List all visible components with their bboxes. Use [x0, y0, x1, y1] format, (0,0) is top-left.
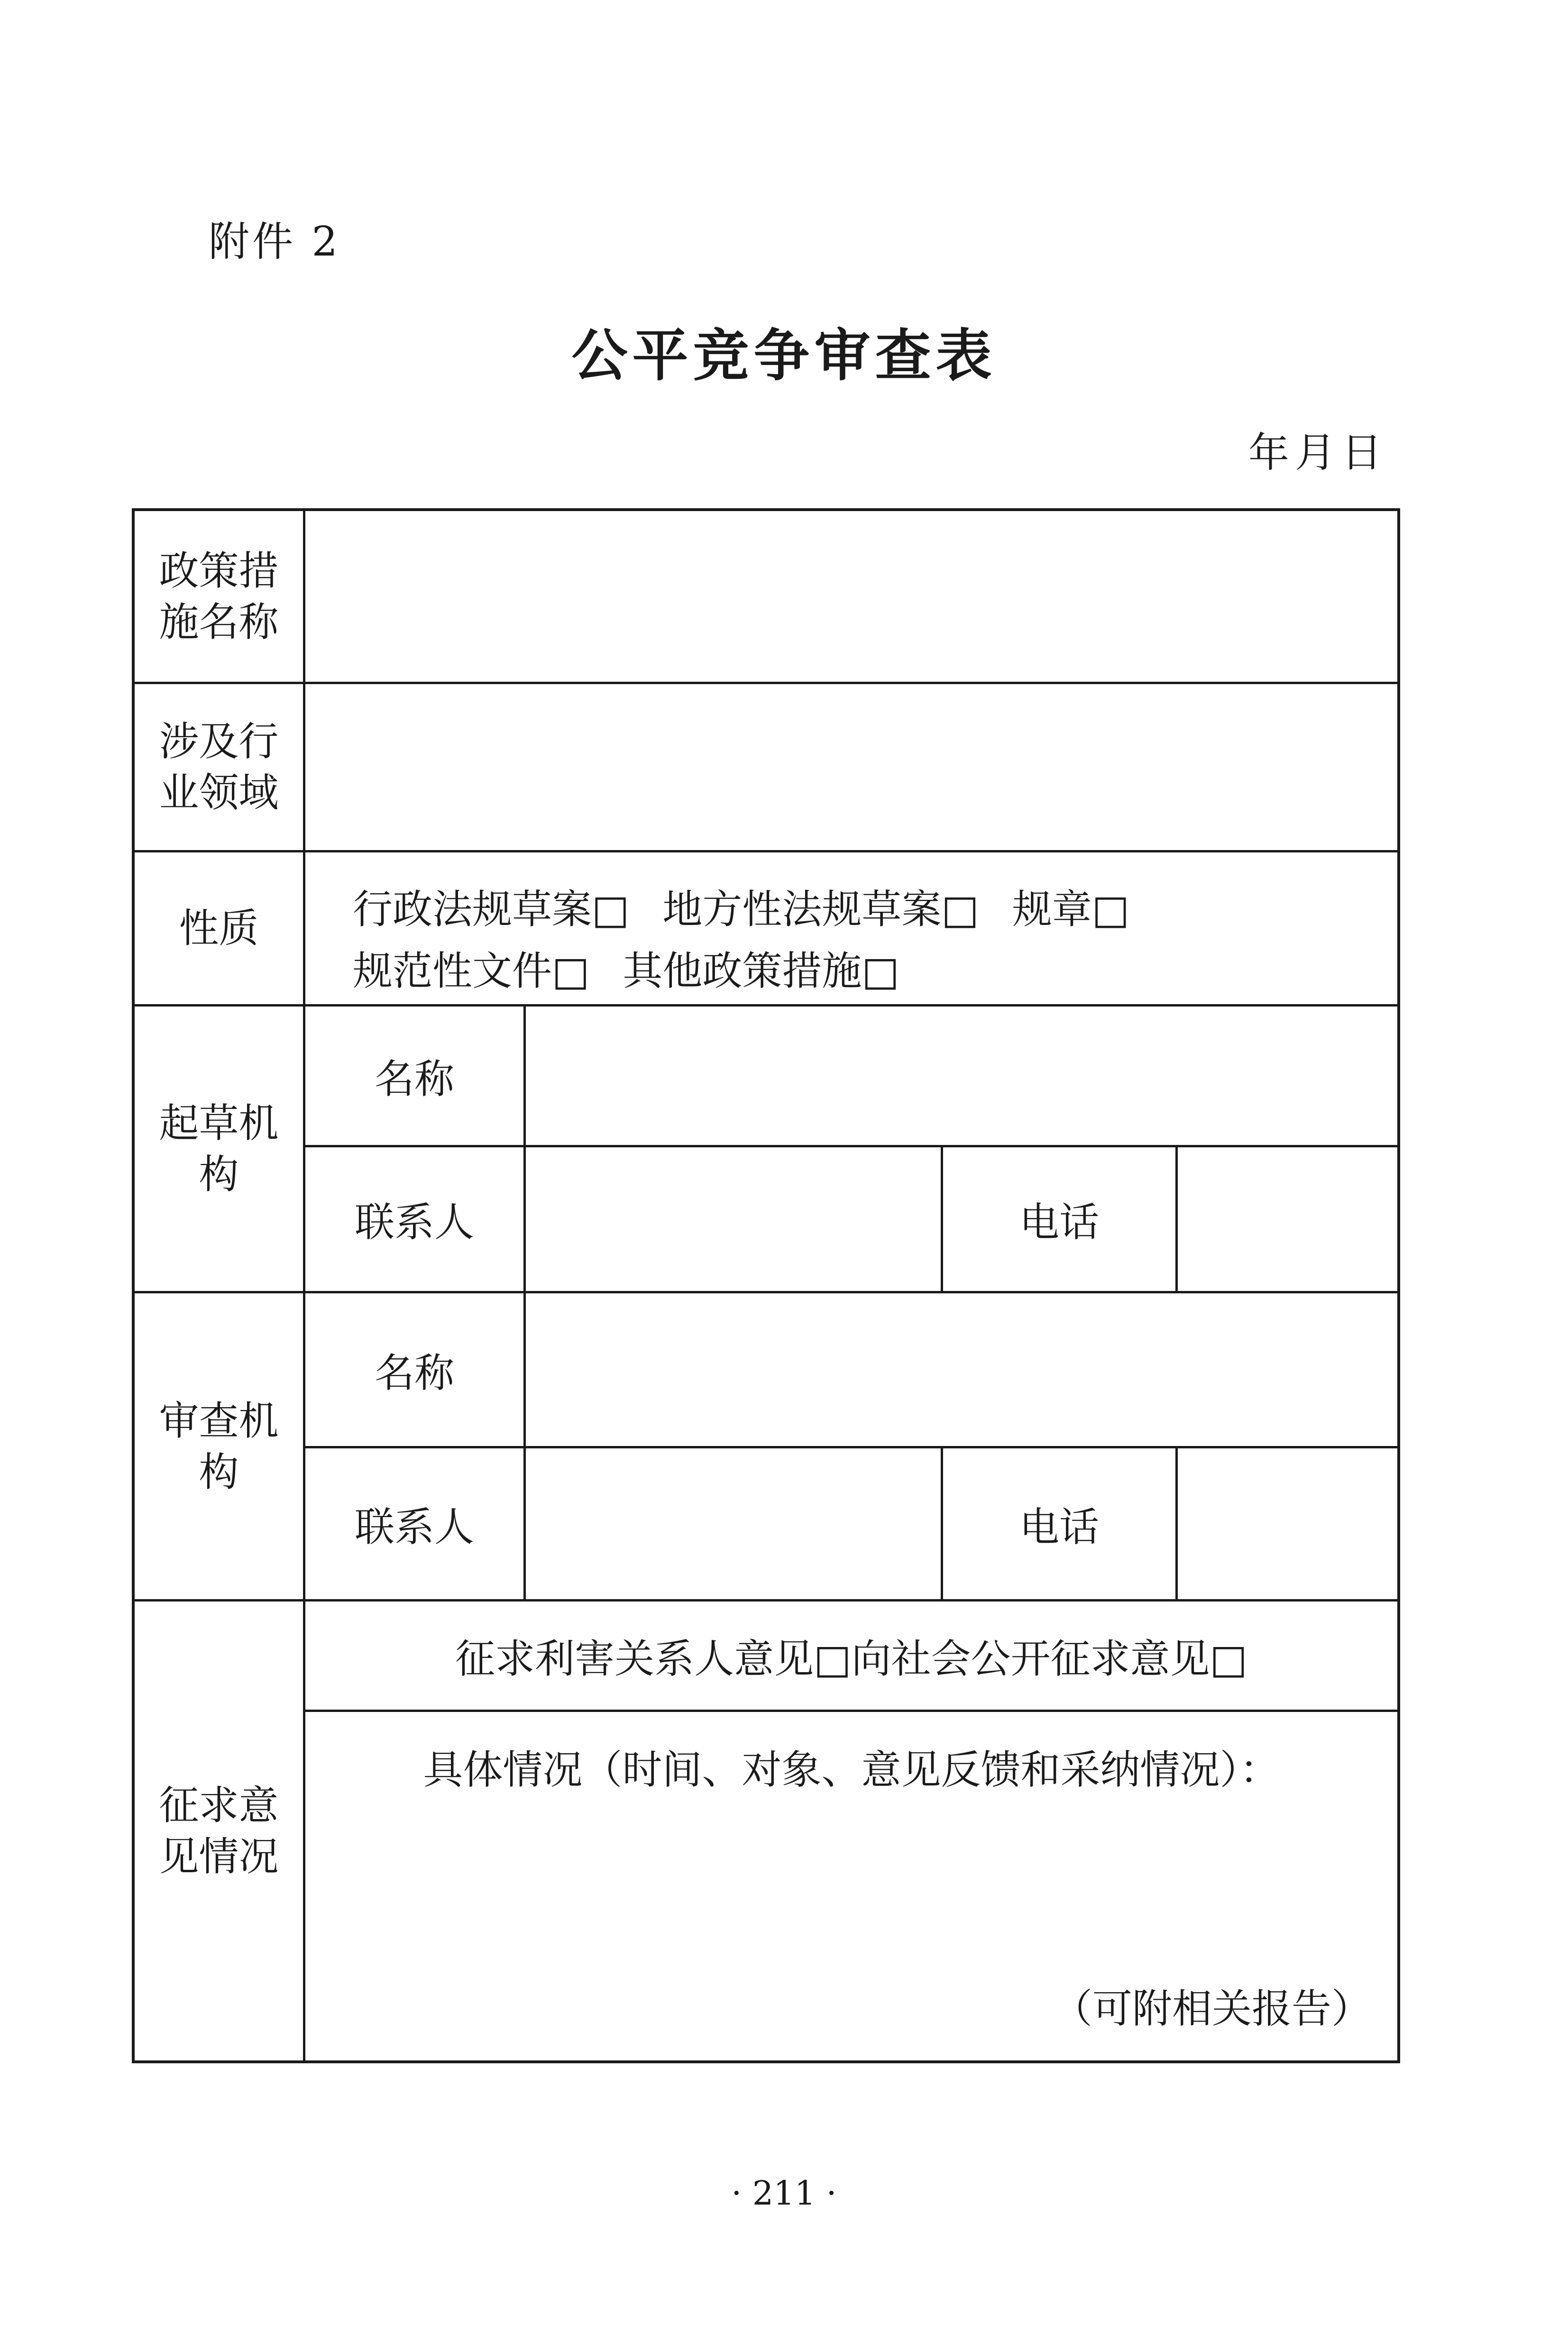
drafting-name-label: 名称: [305, 1007, 526, 1145]
date-field: 年月日: [1248, 429, 1388, 476]
option-local-regulation-draft[interactable]: 地方性法规草案□: [662, 886, 979, 933]
review-org-label: 审查机构: [159, 1397, 279, 1495]
row-industry: [135, 682, 1397, 850]
row-review-org: [135, 1291, 1397, 1599]
review-phone-field[interactable]: [1178, 1448, 1397, 1599]
industry-label: 涉及行业领域: [159, 718, 279, 816]
review-form-table: [132, 508, 1400, 2063]
row-policy-name: [135, 511, 1397, 682]
option-normative-document[interactable]: 规范性文件□: [353, 948, 590, 994]
review-name-label: 名称: [305, 1293, 526, 1446]
option-admin-regulation-draft[interactable]: 行政法规草案□: [353, 886, 630, 933]
review-contact-label: 联系人: [305, 1448, 526, 1599]
policy-name-field[interactable]: [305, 511, 1397, 682]
review-contact-field[interactable]: [526, 1448, 943, 1599]
opinion-detail-label: 具体情况（时间、对象、意见反馈和采纳情况）：: [423, 1747, 1280, 1793]
row-opinion: [135, 1599, 1397, 2060]
opinion-label: 征求意见情况: [159, 1782, 279, 1880]
page-title: 公平竞争审查表: [571, 323, 997, 388]
drafting-org-label: 起草机构: [159, 1100, 279, 1198]
drafting-contact-label: 联系人: [305, 1147, 526, 1291]
nature-label: 性质: [179, 905, 259, 952]
review-phone-label: 电话: [943, 1448, 1178, 1599]
opinion-detail-field[interactable]: [305, 1712, 1397, 2058]
row-drafting-org: [135, 1004, 1397, 1291]
page-number: · 211 ·: [731, 2174, 837, 2213]
opinion-note: （可附相关报告）: [1052, 1986, 1371, 2032]
review-name-field[interactable]: [526, 1293, 1397, 1446]
policy-name-label: 政策措施名称: [159, 548, 279, 645]
option-rules[interactable]: 规章□: [1012, 886, 1130, 933]
drafting-name-field[interactable]: [526, 1007, 1397, 1145]
row-nature: [135, 850, 1397, 1004]
opinion-options[interactable]: 征求利害关系人意见□向社会公开征求意见□: [305, 1602, 1397, 1712]
nature-options: [305, 852, 1397, 1002]
drafting-phone-field[interactable]: [1178, 1147, 1397, 1291]
industry-field[interactable]: [305, 684, 1397, 850]
option-other-policy-measures[interactable]: 其他政策措施□: [623, 948, 899, 994]
drafting-contact-field[interactable]: [526, 1147, 943, 1291]
drafting-phone-label: 电话: [943, 1147, 1178, 1291]
attachment-label: 附件 2: [209, 218, 341, 265]
